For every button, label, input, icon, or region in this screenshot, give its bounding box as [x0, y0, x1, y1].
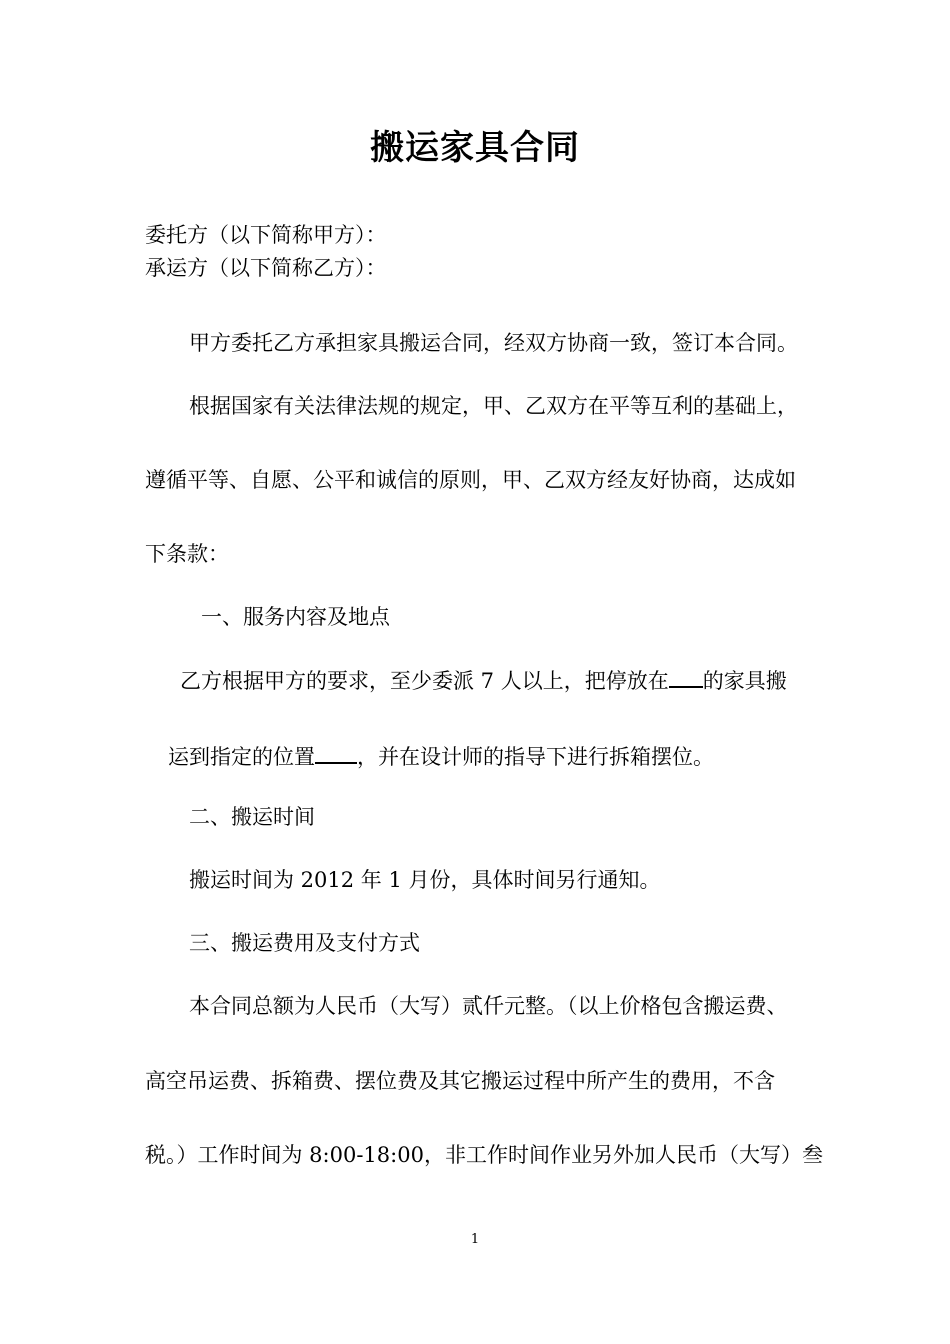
basis-paragraph-line-2: 遵循平等、自愿、公平和诚信的原则，甲、乙双方经友好协商，达成如: [145, 468, 796, 492]
section-1-line-2-start: 运到指定的位置: [168, 745, 315, 769]
section-2-text: 搬运时间为 2012 年 1 月份，具体时间另行通知。: [189, 868, 661, 892]
document-title: 搬运家具合同: [370, 128, 580, 168]
section-1-heading: 一、服务内容及地点: [201, 605, 390, 629]
section-3-line-2: 高空吊运费、拆箱费、摆位费及其它搬运过程中所产生的费用，不含: [145, 1069, 775, 1093]
section-3-heading: 三、搬运费用及支付方式: [189, 931, 420, 955]
party-a-line: 委托方（以下简称甲方）：: [145, 223, 387, 247]
basis-paragraph-line-1: 根据国家有关法律法规的规定，甲、乙双方在平等互利的基础上，: [189, 394, 798, 418]
section-3-line-1: 本合同总额为人民币（大写）贰仟元整。（以上价格包含搬运费、: [189, 994, 788, 1018]
party-b-line: 承运方（以下简称乙方）：: [145, 256, 387, 280]
section-3-line-3: 税。）工作时间为 8:00-18:00，非工作时间作业另外加人民币（大写）叁: [145, 1143, 823, 1167]
section-1-line-1-start: 乙方根据甲方的要求，至少委派 7 人以上，把停放在: [180, 669, 669, 693]
section-1-line-1-end: 的家具搬: [702, 669, 787, 693]
intro-paragraph: 甲方委托乙方承担家具搬运合同，经双方协商一致，签订本合同。: [189, 331, 798, 355]
section-1-line-2: [168, 740, 714, 771]
destination-blank-field: [315, 740, 357, 764]
page-number: 1: [470, 1232, 480, 1247]
section-2-heading: 二、搬运时间: [189, 805, 315, 829]
section-1-line-1: [180, 664, 787, 695]
location-blank-field: [669, 664, 703, 688]
section-1-line-2-end: ，并在设计师的指导下进行拆箱摆位。: [357, 745, 714, 769]
basis-paragraph-line-3: 下条款：: [145, 542, 229, 566]
